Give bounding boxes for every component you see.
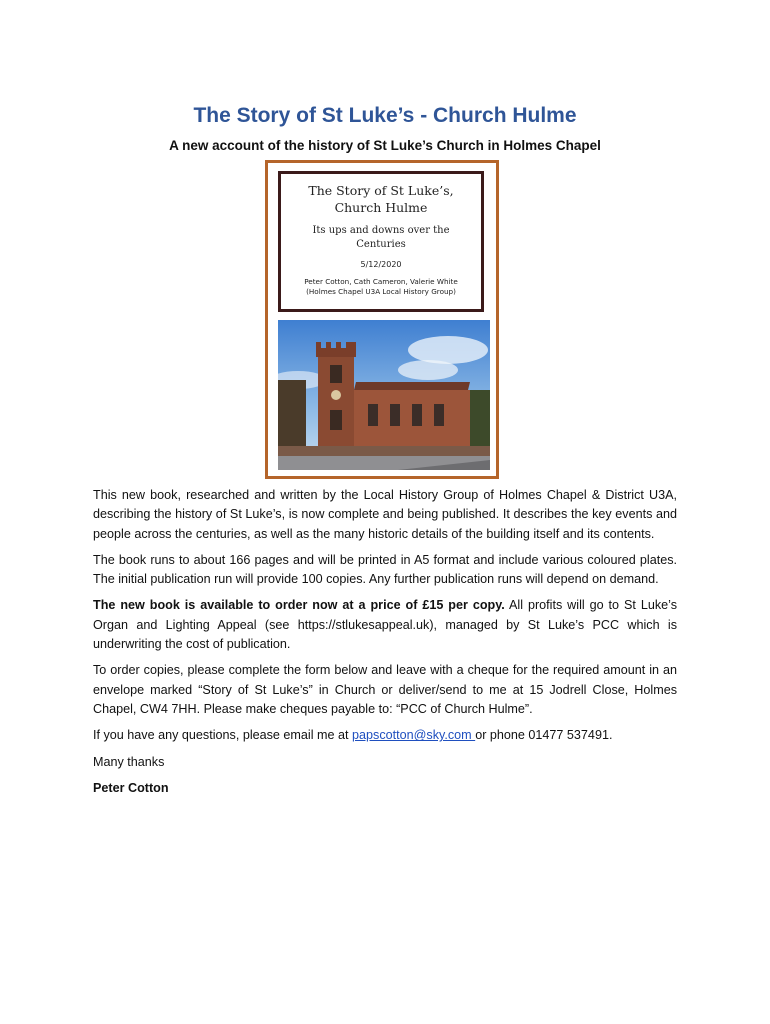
cover-authors-line2: (Holmes Chapel U3A Local History Group) xyxy=(306,287,456,296)
price-statement: The new book is available to order now at a price of £15 per copy. xyxy=(93,598,505,613)
page-subtitle: A new account of the history of St Luke’s Church in Holmes Chapel xyxy=(169,138,601,153)
paragraph-contact xyxy=(93,726,677,745)
cover-title-line1: The Story of St Luke’s, xyxy=(308,183,454,198)
paragraph-price xyxy=(93,596,677,654)
paragraph-intro: This new book, researched and written by the Local History Group of Holmes Chapel & District U3A, describing the history of St Luke’s, is now complete and being published. It describes the key events and people across the centuries, as well as the many historic details of the building itself and its contents. xyxy=(93,488,677,541)
cover-subtitle-line2: Centuries xyxy=(356,239,406,250)
contact-text-before: If you have any questions, please email me at xyxy=(93,728,353,743)
signature-name: Peter Cotton xyxy=(93,780,169,795)
profits-statement: All profits will go to St Luke’s Organ and Lighting Appeal (see https://stlukesappeal.uk), managed by St Luke’s PCC which is underwriting the cost of publication. xyxy=(93,598,677,652)
cover-title-line2: Church Hulme xyxy=(334,200,428,215)
cover-date: 5/12/2020 xyxy=(360,260,402,269)
closing-thanks: Many thanks xyxy=(93,754,165,769)
contact-text-after: or phone 01477 537491. xyxy=(475,728,613,743)
book-cover-image xyxy=(265,160,499,479)
cover-subtitle-line1: Its ups and downs over the xyxy=(312,225,450,236)
cover-authors-line1: Peter Cotton, Cath Cameron, Valerie White xyxy=(304,277,458,286)
article-body xyxy=(93,486,677,805)
book-cover-title-panel xyxy=(278,171,484,312)
church-photo xyxy=(278,320,490,470)
paragraph-ordering: To order copies, please complete the form below and leave with a cheque for the required amount in an envelope marked “Story of St Luke’s” in Church or deliver/send to me at 15 Jodrell Close, Holmes Chapel, CW4 7HH. Please make cheques payable to: “PCC of Church Hulme”. xyxy=(93,663,677,716)
page-title: The Story of St Luke’s - Church Hulme xyxy=(193,104,577,127)
paragraph-format: The book runs to about 166 pages and will be printed in A5 format and include various coloured plates. The initial publication run will provide 100 copies. Any further publication runs will depend on demand. xyxy=(93,552,677,587)
email-link[interactable]: papscotton@sky.com xyxy=(352,728,476,743)
